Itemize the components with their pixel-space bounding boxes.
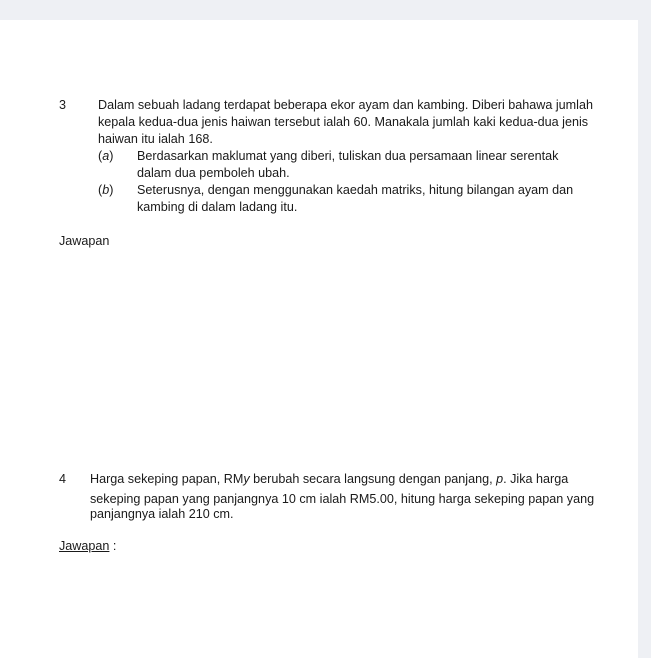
q3-part-a-line-1: Berdasarkan maklumat yang diberi, tuliskan dua persamaan linear serentak bbox=[137, 149, 559, 163]
q3-answer-label: Jawapan bbox=[59, 234, 110, 248]
q4-line-3: panjangnya ialah 210 cm. bbox=[90, 507, 234, 521]
q3-part-b-line-2: kambing di dalam ladang itu. bbox=[137, 200, 298, 214]
q3-part-a-label: (a) bbox=[98, 149, 114, 163]
q3-part-b-line-1: Seterusnya, dengan menggunakan kaedah matriks, hitung bilangan ayam dan bbox=[137, 183, 574, 197]
q3-part-a-letter: a bbox=[102, 149, 110, 163]
q3-stem-line-3: haiwan itu ialah 168. bbox=[98, 132, 213, 146]
worksheet-page bbox=[0, 20, 638, 658]
q4-line-2: sekeping papan yang panjangnya 10 cm ialah RM5.00, hitung harga sekeping papan yang bbox=[90, 492, 595, 506]
q3-number: 3 bbox=[59, 98, 67, 112]
q4-variable-p: p bbox=[496, 472, 504, 486]
q3-part-b-letter: b bbox=[102, 183, 110, 197]
q3-stem-line-1: Dalam sebuah ladang terdapat beberapa ekor ayam dan kambing. Diberi bahawa jumlah bbox=[98, 98, 593, 112]
q4-variable-y: y bbox=[243, 472, 250, 486]
q3-part-b-label: (b) bbox=[98, 183, 114, 197]
q4-line-1 bbox=[90, 471, 568, 488]
q4-number: 4 bbox=[59, 472, 67, 486]
q3-part-a-line-2: dalam dua pemboleh ubah. bbox=[137, 166, 290, 180]
q4-answer-suffix: : bbox=[109, 539, 117, 553]
q4-line-1-after: . Jika harga bbox=[503, 472, 569, 486]
q4-line-1-mid: berubah secara langsung dengan panjang, bbox=[249, 472, 497, 486]
q4-answer-label: Jawapan bbox=[59, 539, 110, 553]
q3-stem-line-2: kepala kedua-dua jenis haiwan tersebut ialah 60. Manakala jumlah kaki kedua-dua jenis bbox=[98, 115, 589, 129]
q4-answer bbox=[59, 538, 116, 555]
q4-line-1-before: Harga sekeping papan, RM bbox=[90, 472, 244, 486]
